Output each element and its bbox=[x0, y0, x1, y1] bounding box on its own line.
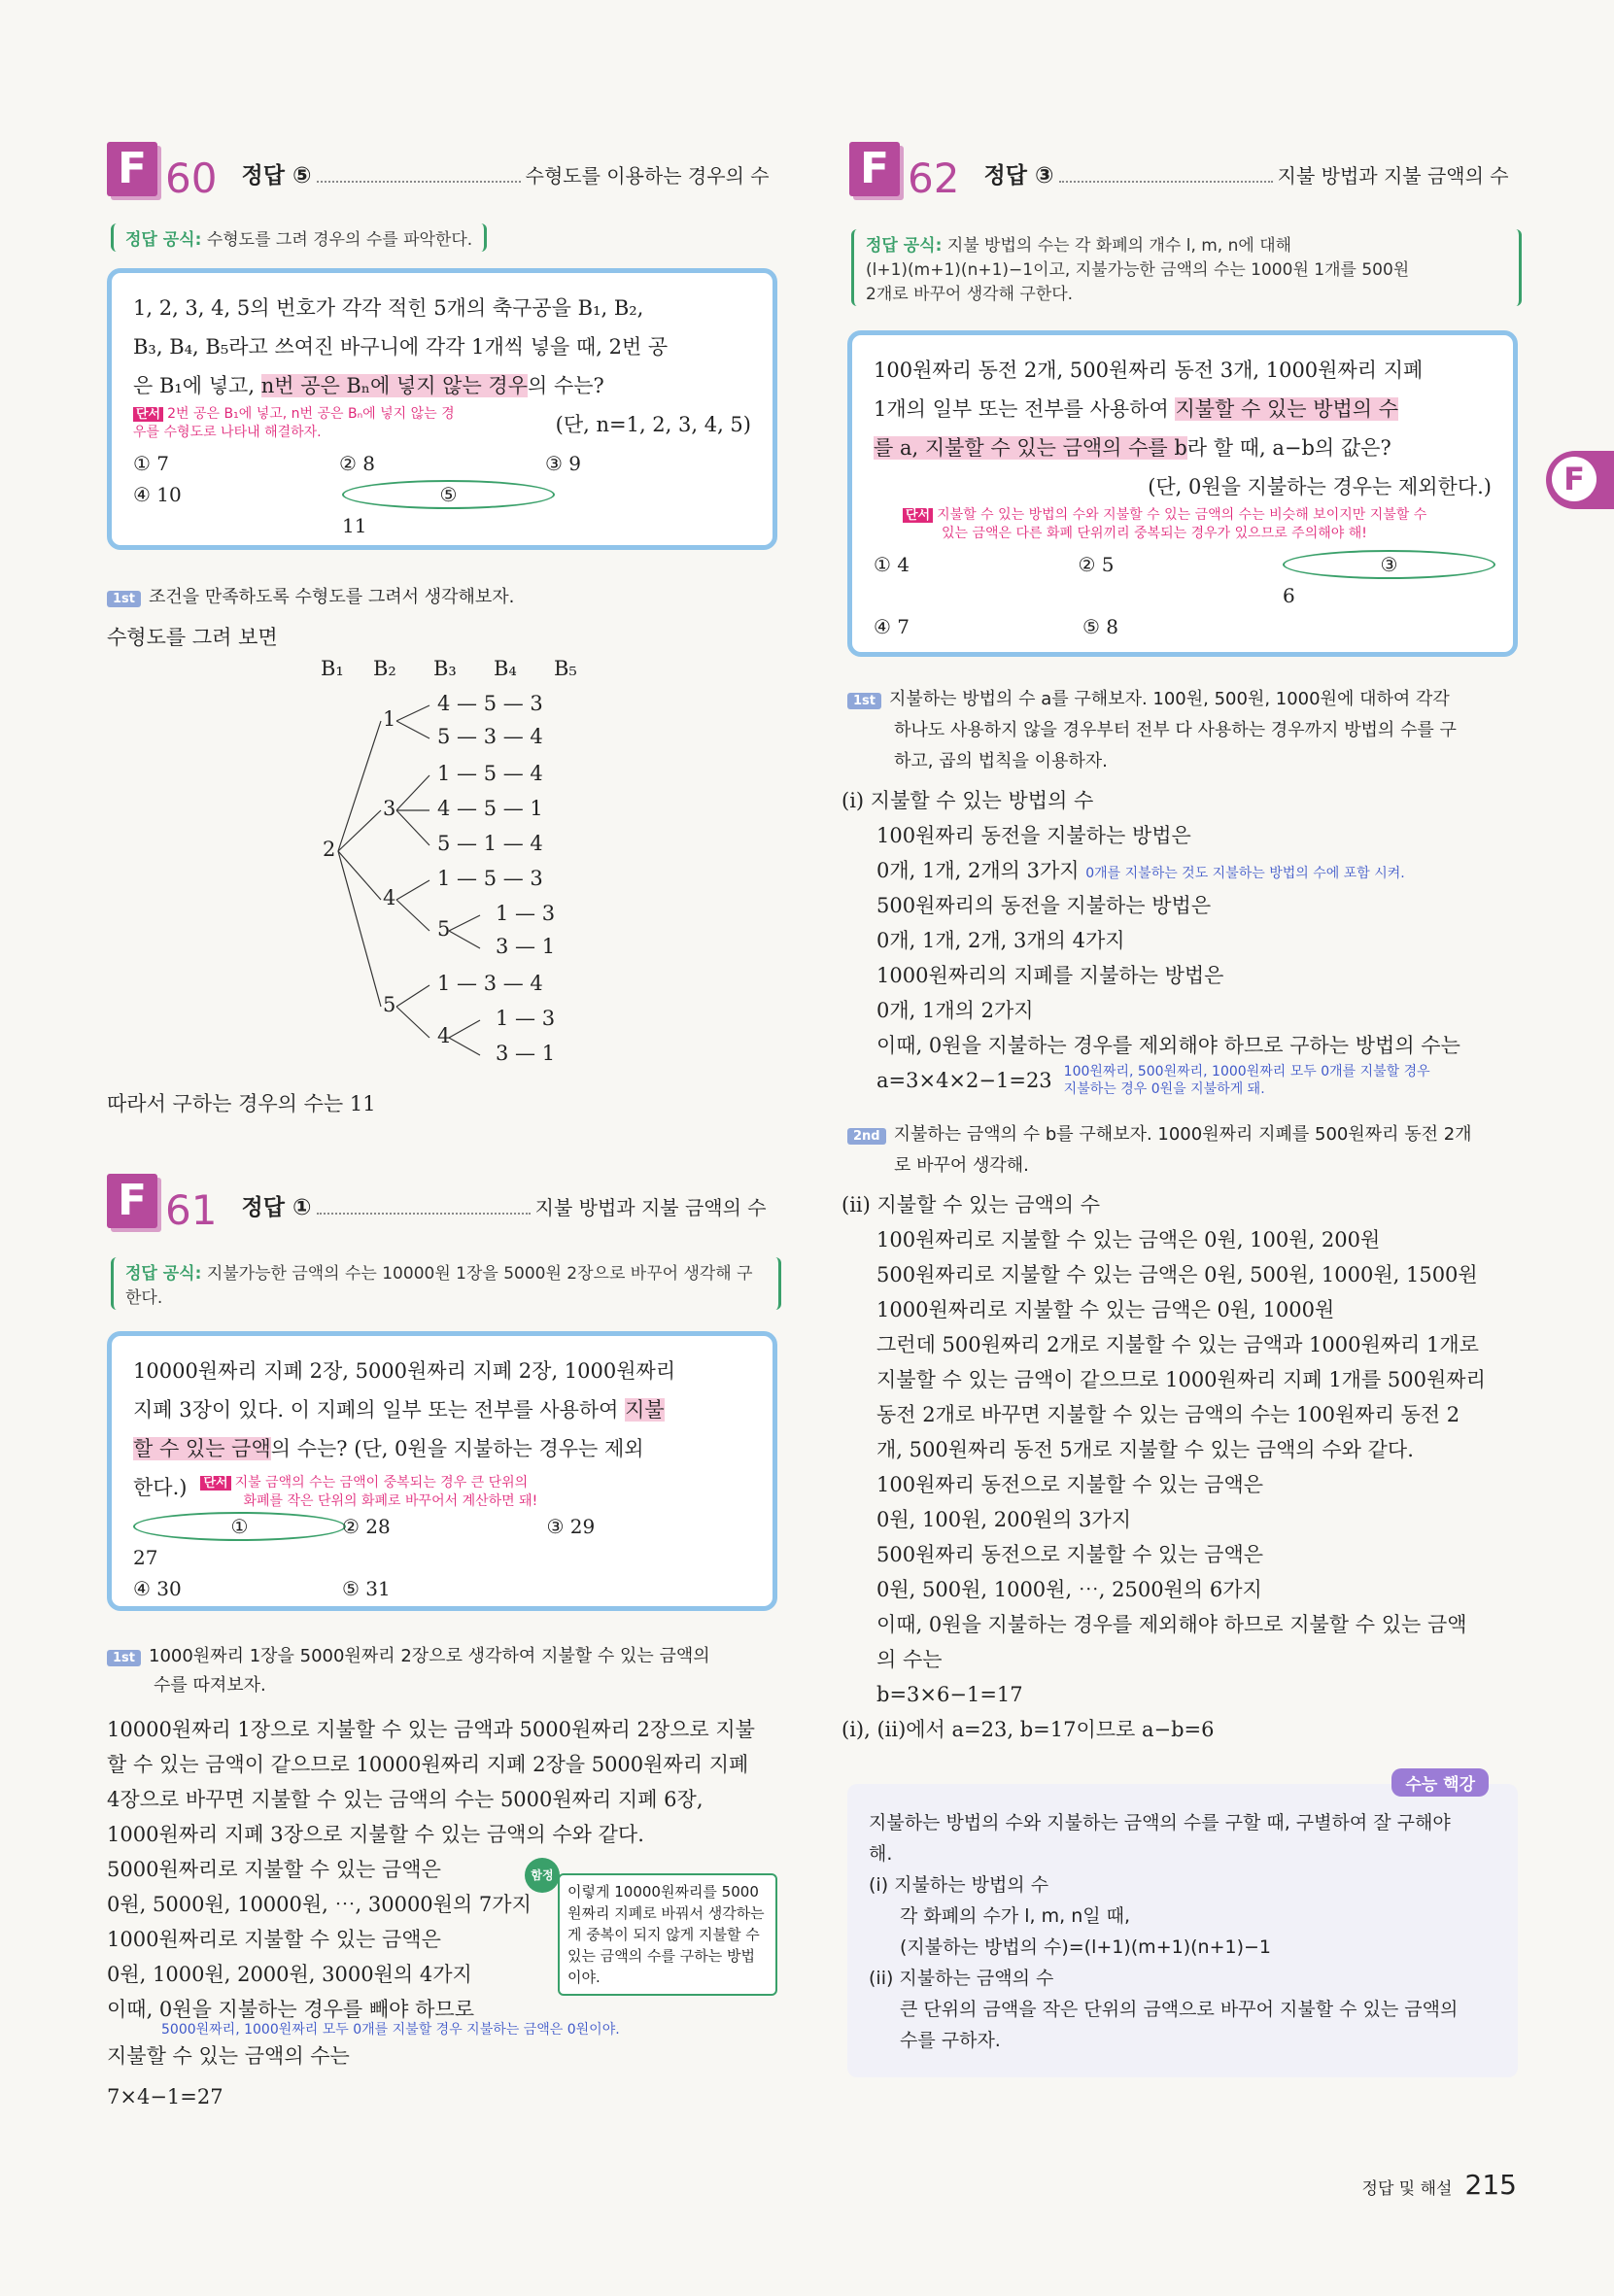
solution-line: 0원, 100원, 200원의 3가지 bbox=[876, 1508, 1131, 1531]
hint bbox=[133, 405, 464, 442]
solution-62-ii bbox=[841, 1187, 1522, 1747]
problem-badge: F bbox=[107, 142, 157, 196]
tree-diagram bbox=[311, 657, 602, 1084]
solution-line: 100원짜리 동전으로 지불할 수 있는 금액은 bbox=[876, 1473, 1264, 1496]
tree-branch: 1 — 3 bbox=[496, 902, 556, 925]
problem-number: 61 bbox=[165, 1186, 218, 1234]
formula-text: 지불 방법의 수는 각 화폐의 개수 l, m, n에 대해 bbox=[946, 236, 1292, 256]
question-box-62 bbox=[847, 330, 1518, 657]
problem-badge: F bbox=[107, 1174, 157, 1228]
trap-tip bbox=[531, 1868, 777, 1996]
csat-tip-label: 수능 핵강 bbox=[1391, 1768, 1489, 1797]
topic-label: 수형도를 이용하는 경우의 수 bbox=[525, 164, 770, 188]
side-note bbox=[1064, 1063, 1430, 1098]
tree-branch: 3 — 1 bbox=[496, 1042, 556, 1065]
footer-label: 정답 및 해설 bbox=[1361, 2179, 1453, 2199]
hint-tag: 단서 bbox=[133, 407, 163, 422]
solution-result: b=3×6−1=17 bbox=[876, 1683, 1023, 1706]
choices bbox=[133, 1511, 751, 1573]
hint bbox=[200, 1474, 537, 1511]
solution-line: 1000원짜리로 지불할 수 있는 금액은 bbox=[107, 1928, 441, 1951]
step-tag: 2nd bbox=[847, 1128, 886, 1145]
question-line bbox=[133, 366, 751, 405]
solution-line: 그런데 500원짜리 2개로 지불할 수 있는 금액과 1000원짜리 1개로 bbox=[876, 1333, 1479, 1356]
question-line: 100원짜리 동전 2개, 500원짜리 동전 3개, 1000원짜리 지폐 bbox=[874, 359, 1424, 382]
formula-text: 수형도를 그려 경우의 수를 파악한다. bbox=[206, 230, 473, 250]
trap-text: 이렇게 10000원짜리를 5000원짜리 지폐로 바꿔서 생각하는 게 중복이 되지 않게 지불할 수 있는 금액의 수를 구하는 방법이야. bbox=[567, 1883, 765, 1986]
hint-row bbox=[133, 1468, 751, 1511]
choice-3[interactable] bbox=[1283, 549, 1492, 611]
solution-line: 동전 2개로 바꾸면 지불할 수 있는 금액의 수는 100원짜리 동전 2 bbox=[876, 1403, 1460, 1426]
choice-2[interactable]: ② 8 bbox=[339, 452, 376, 475]
question-text: 라 할 때, a−b의 값은? bbox=[1186, 436, 1391, 460]
solution-line: 지불할 수 있는 금액의 수는 bbox=[107, 2044, 350, 2068]
question-condition: (단, n=1, 2, 3, 4, 5) bbox=[555, 413, 751, 436]
solution-result: 7×4−1=27 bbox=[107, 2085, 223, 2108]
highlighted-condition: n번 공은 Bₙ에 넣지 않는 경우 bbox=[260, 374, 528, 397]
tree-node: 1 bbox=[383, 707, 396, 731]
step-1 bbox=[107, 1642, 777, 1700]
solution-line: 이때, 0원을 지불하는 경우를 빼야 하므로 bbox=[107, 1998, 474, 2021]
question-box-61 bbox=[107, 1331, 777, 1611]
solution-line: 1000원짜리 지폐 3장으로 지불할 수 있는 금액의 수와 같다. bbox=[107, 1823, 644, 1846]
formula-label: 정답 공식: bbox=[125, 230, 202, 250]
leader-dots bbox=[317, 1213, 531, 1215]
tree-header-3: B₃ bbox=[433, 657, 457, 680]
choices bbox=[874, 611, 1492, 642]
solution-line: 4장으로 바꾸면 지불할 수 있는 금액의 수는 5000원짜리 지폐 6장, bbox=[107, 1788, 704, 1811]
tree-node: 5 bbox=[437, 917, 451, 941]
problem-62-header bbox=[849, 142, 1520, 202]
formula-text: 지불가능한 금액의 수는 10000원 1장을 5000원 2장으로 바꾸어 생각해 구한다. bbox=[125, 1264, 753, 1308]
choice-5[interactable] bbox=[342, 479, 551, 541]
highlighted-condition: 지불 bbox=[625, 1398, 665, 1422]
tree-branch: 3 — 1 bbox=[496, 935, 556, 958]
step-text: 지불하는 방법의 수 a를 구해보자. 100원, 500원, 1000원에 대하여 각각 bbox=[889, 689, 1450, 709]
solution-line: 의 수는 bbox=[876, 1648, 943, 1671]
choices bbox=[133, 1573, 751, 1604]
solution-line: 0개, 1개, 2개, 3개의 4가지 bbox=[876, 929, 1125, 952]
side-note: 5000원짜리, 1000원짜리 모두 0개를 지불할 경우 지불하는 금액은 0원이야. bbox=[161, 2022, 620, 2038]
step-2 bbox=[847, 1119, 1518, 1182]
hint-text: 화폐를 작은 단위의 화폐로 바꾸어서 계산하면 돼! bbox=[243, 1493, 538, 1509]
step-text: 지불하는 금액의 수 b를 구해보자. 1000원짜리 지폐를 500원짜리 동전 2개 bbox=[893, 1124, 1472, 1145]
choices bbox=[133, 448, 751, 479]
step-text: 1000원짜리 1장을 5000원짜리 2장으로 생각하여 지불할 수 있는 금액의 bbox=[149, 1646, 710, 1666]
tip-line: 해. bbox=[869, 1843, 893, 1865]
solution-line: 500원짜리 동전으로 지불할 수 있는 금액은 bbox=[876, 1543, 1264, 1566]
tree-branch: 1 — 3 bbox=[496, 1007, 556, 1030]
tree-node: 4 bbox=[437, 1024, 451, 1047]
problem-number: 62 bbox=[908, 154, 960, 202]
solution-line: 0원, 500원, 1000원, ⋯, 2500원의 6가지 bbox=[876, 1578, 1262, 1601]
formula-text: (l+1)(m+1)(n+1)−1이고, 지불가능한 금액의 수는 1000원 1개를 500원 bbox=[866, 260, 1410, 280]
hint-text: 2번 공은 B₁에 넣고, n번 공은 Bₙ에 넣지 않는 경우를 수형도로 나타내 해결하자. bbox=[133, 406, 455, 440]
question-line bbox=[133, 1390, 751, 1429]
question-line: B₃, B₄, B₅라고 쓰여진 바구니에 각각 1개씩 넣을 때, 2번 공 bbox=[133, 335, 669, 359]
step-text: 로 바꾸어 생각해. bbox=[894, 1155, 1029, 1176]
solution-result: a=3×4×2−1=23 bbox=[876, 1069, 1052, 1092]
tip-line: (지불하는 방법의 수)=(l+1)(m+1)(n+1)−1 bbox=[900, 1936, 1271, 1958]
choice-text: 27 bbox=[133, 1546, 158, 1569]
solution-line bbox=[841, 853, 1522, 888]
answer-label: 정답 ① bbox=[241, 1195, 312, 1220]
tree-header-5: B₅ bbox=[554, 657, 577, 680]
question-line: 10000원짜리 지폐 2장, 5000원짜리 지폐 2장, 1000원짜리 bbox=[133, 1359, 676, 1383]
tip-line: (i) 지불하는 방법의 수 bbox=[869, 1874, 1049, 1896]
choice-text: 11 bbox=[342, 514, 367, 537]
hint-row bbox=[133, 405, 751, 444]
tip-line: 각 화폐의 수가 l, m, n일 때, bbox=[900, 1905, 1131, 1927]
tree-root: 2 bbox=[323, 838, 336, 861]
tip-line: 지불하는 방법의 수와 지불하는 금액의 수를 구할 때, 구별하여 잘 구해야 bbox=[869, 1812, 1451, 1833]
tree-branch: 5 — 3 — 4 bbox=[437, 725, 543, 748]
solution-line: 할 수 있는 금액이 같으므로 10000원짜리 지폐 2장을 5000원짜리 지폐 bbox=[107, 1753, 749, 1776]
highlighted-condition: 를 a, 지불할 수 있는 금액의 수를 b bbox=[874, 436, 1187, 460]
question-box-60 bbox=[107, 268, 777, 550]
step-1 bbox=[847, 684, 1518, 777]
solution-line: 이때, 0원을 지불하는 경우를 제외해야 하므로 구하는 방법의 수는 bbox=[876, 1034, 1460, 1057]
tip-line: 큰 단위의 금액을 작은 단위의 금액으로 바꾸어 지불할 수 있는 금액의 bbox=[900, 1999, 1459, 2020]
highlighted-condition: 할 수 있는 금액 bbox=[133, 1437, 271, 1460]
formula-label: 정답 공식: bbox=[125, 1264, 202, 1284]
page-number: 215 bbox=[1464, 2169, 1517, 2201]
tree-node: 5 bbox=[383, 993, 396, 1016]
solution-line: 500원짜리의 동전을 지불하는 방법은 bbox=[876, 894, 1212, 917]
answer-label: 정답 ⑤ bbox=[241, 163, 312, 188]
choice-text: 6 bbox=[1283, 584, 1295, 607]
choice-5[interactable]: ⑤ 31 bbox=[342, 1577, 391, 1600]
section-tab bbox=[1546, 451, 1614, 509]
tree-branch: 1 — 5 — 3 bbox=[437, 867, 543, 890]
question-line bbox=[874, 390, 1492, 428]
final-answer: (i), (ii)에서 a=23, b=17이므로 a−b=6 bbox=[841, 1718, 1215, 1741]
choice-4[interactable]: ④ 7 bbox=[874, 615, 910, 638]
tree-node: 4 bbox=[383, 886, 396, 909]
solution-line: 10000원짜리 1장으로 지불할 수 있는 금액과 5000원짜리 2장으로 지불 bbox=[107, 1718, 755, 1741]
choice-2[interactable]: ② 5 bbox=[1078, 553, 1115, 576]
answer-formula bbox=[111, 223, 487, 252]
choice-2[interactable]: ② 28 bbox=[342, 1515, 391, 1538]
solution-line: (i) 지불할 수 있는 방법의 수 bbox=[841, 789, 1094, 812]
side-note-text: 100원짜리, 500원짜리, 1000원짜리 모두 0개를 지불할 경우 bbox=[1063, 1064, 1430, 1079]
choice-4[interactable]: ④ 10 bbox=[133, 483, 182, 506]
csat-tip-box bbox=[847, 1775, 1518, 2077]
formula-text: 2개로 바꾸어 생각해 구한다. bbox=[866, 285, 1074, 304]
choices bbox=[133, 479, 751, 541]
question-text: 의 수는? (단, 0원을 지불하는 경우는 제외 bbox=[270, 1437, 644, 1460]
tip-line: (ii) 지불하는 금액의 수 bbox=[869, 1968, 1054, 1989]
question-text: 의 수는? bbox=[527, 374, 604, 397]
solution-line: 개, 500원짜리 동전 5개로 지불할 수 있는 금액의 수와 같다. bbox=[876, 1438, 1414, 1461]
tree-branch: 1 — 3 — 4 bbox=[437, 972, 543, 995]
answer-formula bbox=[111, 1257, 781, 1310]
hint-text: 지불할 수 있는 방법의 수와 지불할 수 있는 금액의 수는 비슷해 보이지만 지불할 수 bbox=[937, 507, 1427, 523]
trap-tag: 함정 bbox=[525, 1858, 560, 1893]
choice-1[interactable]: ① 7 bbox=[133, 452, 170, 475]
solution-line bbox=[841, 1063, 1522, 1098]
step-tag: 1st bbox=[107, 591, 141, 607]
problem-61-header bbox=[107, 1174, 777, 1234]
section-tab-label: F bbox=[1552, 457, 1597, 501]
tip-line: 수를 구하자. bbox=[900, 2030, 1001, 2051]
question-text: 한다.) bbox=[133, 1476, 188, 1499]
step-tag: 1st bbox=[107, 1650, 141, 1666]
leader-dots bbox=[317, 181, 521, 183]
problem-number: 60 bbox=[165, 154, 218, 202]
leader-dots bbox=[1059, 181, 1273, 183]
answer-label: 정답 ③ bbox=[983, 163, 1054, 188]
result-60: 따라서 구하는 경우의 수는 11 bbox=[107, 1092, 376, 1115]
choice-1[interactable] bbox=[133, 1511, 342, 1573]
solution-line: 0원, 1000원, 2000원, 3000원의 4가지 bbox=[107, 1963, 472, 1986]
solution-line: 1000원짜리로 지불할 수 있는 금액은 0원, 1000원 bbox=[876, 1298, 1335, 1321]
question-text: 은 B₁에 넣고, bbox=[133, 374, 261, 397]
solution-line: (ii) 지불할 수 있는 금액의 수 bbox=[841, 1193, 1101, 1217]
tree-intro: 수형도를 그려 보면 bbox=[107, 626, 278, 649]
solution-line: 0원, 5000원, 10000원, ⋯, 30000원의 7가지 bbox=[107, 1893, 532, 1916]
step-1 bbox=[107, 583, 514, 612]
topic-label: 지불 방법과 지불 금액의 수 bbox=[1277, 164, 1509, 188]
topic-label: 지불 방법과 지불 금액의 수 bbox=[534, 1196, 767, 1219]
side-note-text: 지불하는 경우 0원을 지불하게 돼. bbox=[1063, 1081, 1265, 1097]
answer-formula bbox=[851, 229, 1522, 306]
choice-4[interactable]: ④ 30 bbox=[133, 1577, 182, 1600]
step-text: 수를 따져보자. bbox=[154, 1675, 266, 1696]
question-text: 지폐 3장이 있다. 이 지폐의 일부 또는 전부를 사용하여 bbox=[133, 1398, 626, 1422]
question-text: 1개의 일부 또는 전부를 사용하여 bbox=[874, 397, 1176, 421]
solution-line: 500원짜리로 지불할 수 있는 금액은 0원, 500원, 1000원, 1500원 bbox=[876, 1263, 1478, 1286]
choices bbox=[874, 549, 1492, 611]
solution-line: 100원짜리로 지불할 수 있는 금액은 0원, 100원, 200원 bbox=[876, 1228, 1381, 1251]
solution-line: 지불할 수 있는 금액이 같으므로 1000원짜리 지폐 1개를 500원짜리 bbox=[876, 1368, 1486, 1391]
step-text: 하나도 사용하지 않을 경우부터 전부 다 사용하는 경우까지 방법의 수를 구 bbox=[894, 720, 1457, 740]
choice-3[interactable]: ③ 29 bbox=[546, 1515, 596, 1538]
tree-branch: 5 — 1 — 4 bbox=[437, 832, 543, 855]
question-line: 1, 2, 3, 4, 5의 번호가 각각 적힌 5개의 축구공을 B₁, B₂, bbox=[133, 296, 644, 320]
solution-62-i bbox=[841, 783, 1522, 1098]
problem-60-header bbox=[107, 142, 777, 202]
tree-branch: 1 — 5 — 4 bbox=[437, 762, 543, 785]
tree-header-2: B₂ bbox=[373, 657, 396, 680]
step-text: 하고, 곱의 법칙을 이용하자. bbox=[894, 751, 1108, 771]
problem-badge: F bbox=[849, 142, 900, 196]
solution-line: 0개, 1개의 2가지 bbox=[876, 999, 1034, 1022]
answer-circle-icon: ① bbox=[133, 1512, 346, 1541]
question-condition: (단, 0원을 지불하는 경우는 제외한다.) bbox=[1148, 475, 1492, 498]
hint bbox=[903, 506, 1492, 543]
solution-line: 이때, 0원을 지불하는 경우를 제외해야 하므로 지불할 수 있는 금액 bbox=[876, 1613, 1467, 1636]
highlighted-condition: 지불할 수 있는 방법의 수 bbox=[1175, 397, 1399, 421]
step-tag: 1st bbox=[847, 693, 881, 709]
hint-text: 지불 금액의 수는 금액이 중복되는 경우 큰 단위의 bbox=[234, 1475, 529, 1491]
formula-label: 정답 공식: bbox=[866, 236, 943, 256]
tree-node: 3 bbox=[383, 797, 396, 820]
choice-1[interactable]: ① 4 bbox=[874, 553, 910, 576]
answer-circle-icon: ③ bbox=[1283, 550, 1495, 579]
page-footer bbox=[1362, 2169, 1517, 2201]
solution-text: 0개, 1개, 2개의 3가지 bbox=[876, 859, 1080, 882]
hint-tag: 단서 bbox=[903, 508, 933, 523]
step-text: 조건을 만족하도록 수형도를 그려서 생각해보자. bbox=[149, 587, 515, 607]
question-line bbox=[874, 428, 1492, 467]
tree-branch: 4 — 5 — 1 bbox=[437, 797, 543, 820]
hint-text: 있는 금액은 다른 화폐 단위끼리 중복되는 경우가 있으므로 주의해야 해! bbox=[942, 526, 1367, 541]
choice-5[interactable]: ⑤ 8 bbox=[1082, 615, 1119, 638]
solution-line: 1000원짜리의 지폐를 지불하는 방법은 bbox=[876, 964, 1224, 987]
solution-line: 100원짜리 동전을 지불하는 방법은 bbox=[876, 824, 1191, 847]
choice-3[interactable]: ③ 9 bbox=[545, 452, 582, 475]
tree-branch: 4 — 5 — 3 bbox=[437, 692, 543, 715]
tree-header-4: B₄ bbox=[494, 657, 517, 680]
question-line bbox=[133, 1429, 751, 1468]
solution-line: 5000원짜리로 지불할 수 있는 금액은 bbox=[107, 1858, 441, 1881]
side-note: 0개를 지불하는 것도 지불하는 방법의 수에 포함 시켜. bbox=[1085, 866, 1405, 881]
answer-circle-icon: ⑤ bbox=[342, 480, 555, 509]
hint-tag: 단서 bbox=[200, 1476, 230, 1491]
tree-header-1: B₁ bbox=[321, 657, 344, 680]
